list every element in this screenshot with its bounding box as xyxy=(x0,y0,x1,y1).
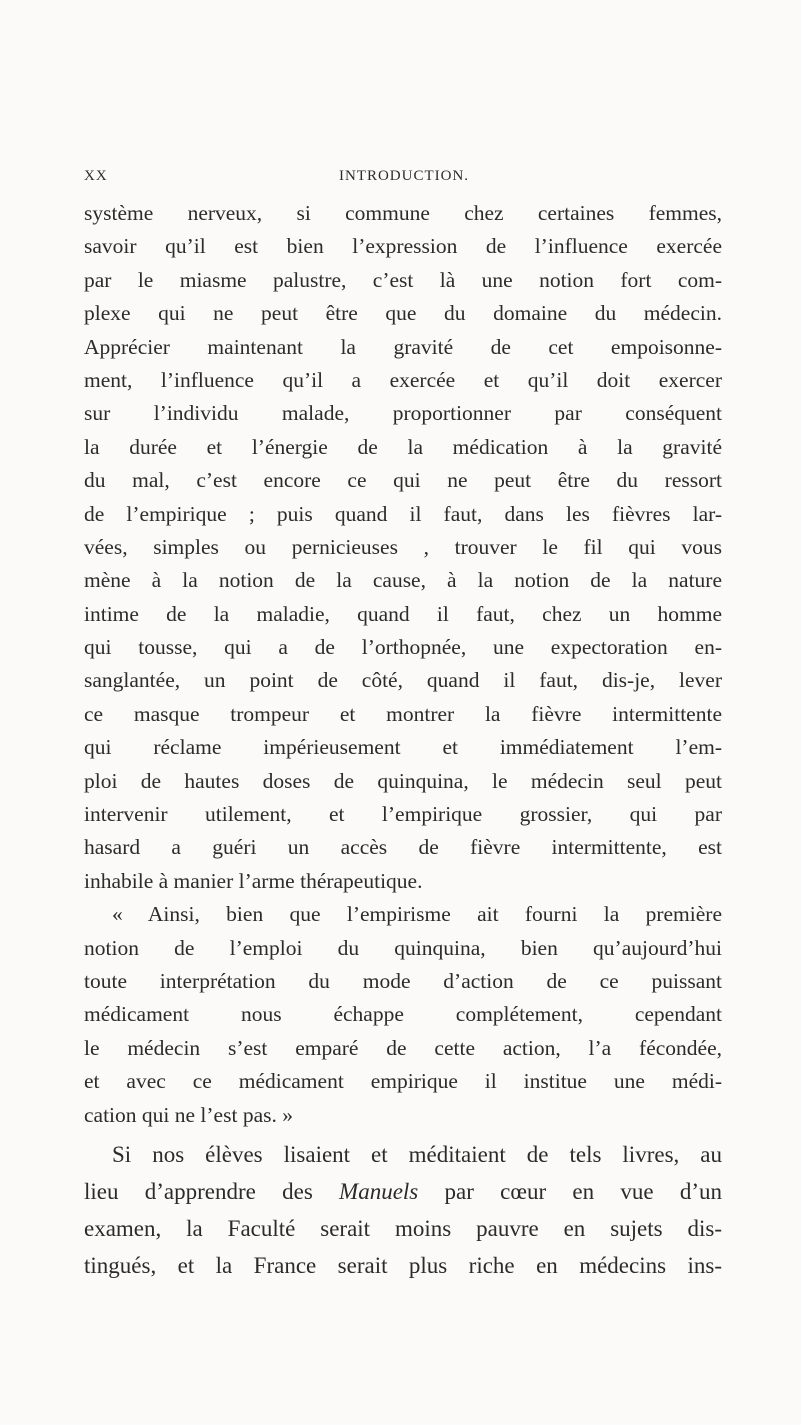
text-line: ce masque trompeur et montrer la fièvre intermittente xyxy=(84,701,722,726)
text-line: notion de l’emploi du quinquina, bien qu’aujourd’hui xyxy=(84,935,722,960)
text-line-with-italic xyxy=(84,1173,722,1210)
text-line: sur l’individu malade, proportionner par conséquent xyxy=(84,401,722,426)
text-line: ment, l’influence qu’il a exercée et qu’il doit exercer xyxy=(84,367,722,392)
paragraph-3 xyxy=(84,1136,722,1284)
text-line: sanglantée, un point de côté, quand il faut, dis-je, lever xyxy=(84,668,722,693)
running-title: INTRODUCTION. xyxy=(338,168,470,184)
body-text xyxy=(84,197,722,1284)
paragraph-2-quote xyxy=(84,898,722,1132)
text-line: plexe qui ne peut être que du domaine du médecin. xyxy=(84,301,722,326)
text-line: de l’empirique ; puis quand il faut, dans les fièvres lar- xyxy=(84,501,722,526)
text-line: ploi de hautes doses de quinquina, le médecin seul peut xyxy=(84,768,722,793)
text-line: « Ainsi, bien que l’empirisme ait fourni la première xyxy=(112,902,722,927)
text-line: système nerveux, si commune chez certaines femmes, xyxy=(84,201,722,225)
text-line: cation qui ne l’est pas. » xyxy=(84,1102,293,1127)
text-line: savoir qu’il est bien l’expression de l’influence exercée xyxy=(84,234,722,259)
running-head xyxy=(84,168,724,188)
text-line: qui réclame impérieusement et immédiatement l’em- xyxy=(84,735,722,760)
text-line: hasard a guéri un accès de fièvre intermittente, est xyxy=(84,835,722,860)
text-line: examen, la Faculté serait moins pauvre en sujets dis- xyxy=(84,1215,722,1241)
text-span: par cœur en vue d’un xyxy=(418,1178,722,1204)
text-line: et avec ce médicament empirique il institue une médi- xyxy=(84,1069,722,1094)
paragraph-1 xyxy=(84,197,722,898)
page-number: XX xyxy=(84,168,108,184)
text-span: lieu d’apprendre des xyxy=(84,1178,340,1204)
text-line: médicament nous échappe complétement, cependant xyxy=(84,1002,722,1027)
text-line: tingués, et la France serait plus riche en médecins ins- xyxy=(84,1252,722,1278)
text-line: le médecin s’est emparé de cette action, l’a fécondée, xyxy=(84,1035,722,1060)
italic-book-title: Manuels xyxy=(339,1178,419,1204)
text-line: vées, simples ou pernicieuses , trouver le fil qui vous xyxy=(84,534,722,559)
text-line: Apprécier maintenant la gravité de cet empoisonne- xyxy=(84,334,722,359)
text-line: toute interprétation du mode d’action de ce puissant xyxy=(84,968,722,993)
text-line: par le miasme palustre, c’est là une notion fort com- xyxy=(84,267,722,292)
text-line: Si nos élèves lisaient et méditaient de tels livres, au xyxy=(112,1141,722,1167)
text-line: inhabile à manier l’arme thérapeutique. xyxy=(84,868,423,893)
text-line: la durée et l’énergie de la médication à la gravité xyxy=(84,434,722,459)
text-line: intervenir utilement, et l’empirique grossier, qui par xyxy=(84,802,722,827)
text-line: du mal, c’est encore ce qui ne peut être du ressort xyxy=(84,468,722,493)
text-line: qui tousse, qui a de l’orthopnée, une expectoration en- xyxy=(84,635,722,660)
text-line: mène à la notion de la cause, à la notion de la nature xyxy=(84,568,722,593)
text-line: intime de la maladie, quand il faut, chez un homme xyxy=(84,601,722,626)
